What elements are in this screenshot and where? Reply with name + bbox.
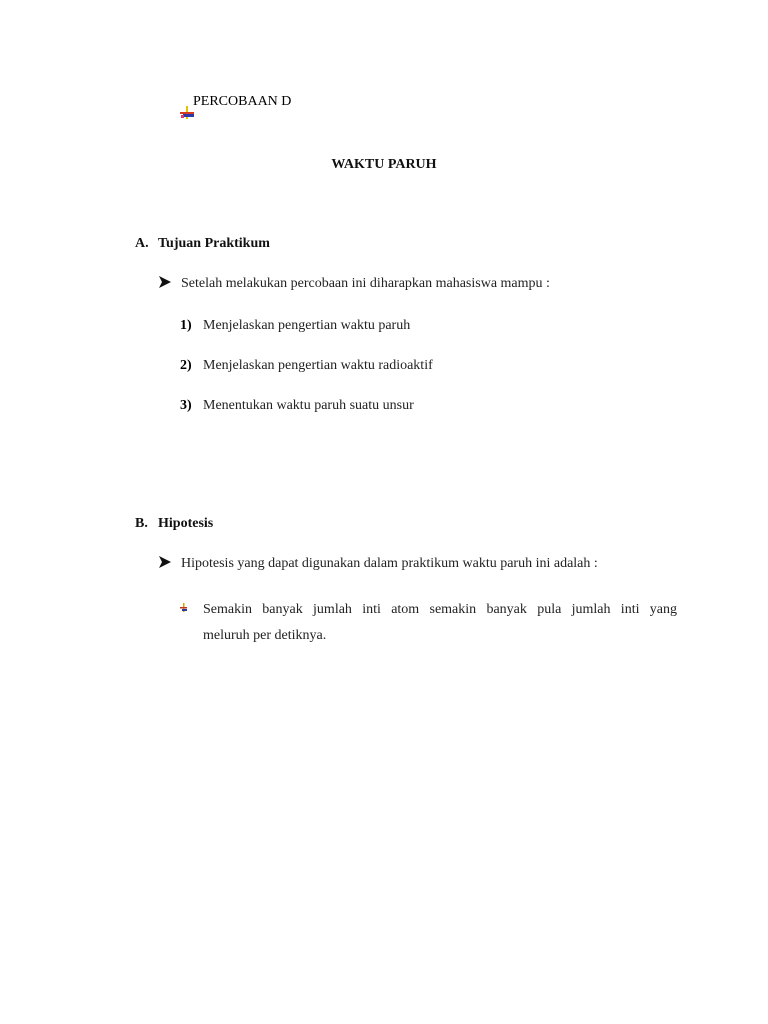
- hypothesis-point-text: [203, 597, 677, 649]
- section-b-heading: [135, 516, 213, 532]
- objective-text: Menjelaskan pengertian waktu paruh: [203, 318, 411, 333]
- section-b-intro-text: Hipotesis yang dapat digunakan dalam praktikum waktu paruh ini adalah :: [181, 556, 598, 571]
- section-a-letter: A.: [135, 236, 149, 251]
- objective-number: 2): [180, 358, 192, 373]
- arrowhead-bullet-icon: [158, 276, 172, 288]
- section-a-intro: [158, 276, 550, 292]
- section-b-title: Hipotesis: [158, 516, 214, 531]
- objective-text: Menentukan waktu paruh suatu unsur: [203, 398, 414, 413]
- section-b-intro: [158, 556, 598, 572]
- document-subtitle: WAKTU PARUH: [331, 157, 437, 172]
- objective-text: Menjelaskan pengertian waktu radioaktif: [203, 358, 433, 373]
- small-cross-bullet-icon: [180, 603, 188, 613]
- section-a-title: Tujuan Praktikum: [158, 236, 270, 251]
- document-title: PERCOBAAN D: [193, 94, 292, 109]
- objective-number: 3): [180, 398, 192, 413]
- hypothesis-point: [180, 597, 677, 649]
- section-a-intro-text: Setelah melakukan percobaan ini diharapkan mahasiswa mampu :: [181, 276, 550, 291]
- objective-item-2: [180, 358, 433, 374]
- arrowhead-bullet-icon: [158, 556, 172, 568]
- section-a-heading: [135, 236, 270, 252]
- hypothesis-line-2: meluruh per detiknya.: [203, 628, 327, 643]
- section-b-letter: B.: [135, 516, 148, 531]
- objective-number: 1): [180, 318, 192, 333]
- objective-item-1: [180, 318, 410, 334]
- objective-item-3: [180, 398, 414, 414]
- hypothesis-line-1: Semakin banyak jumlah inti atom semakin banyak pula jumlah inti yang: [203, 602, 677, 617]
